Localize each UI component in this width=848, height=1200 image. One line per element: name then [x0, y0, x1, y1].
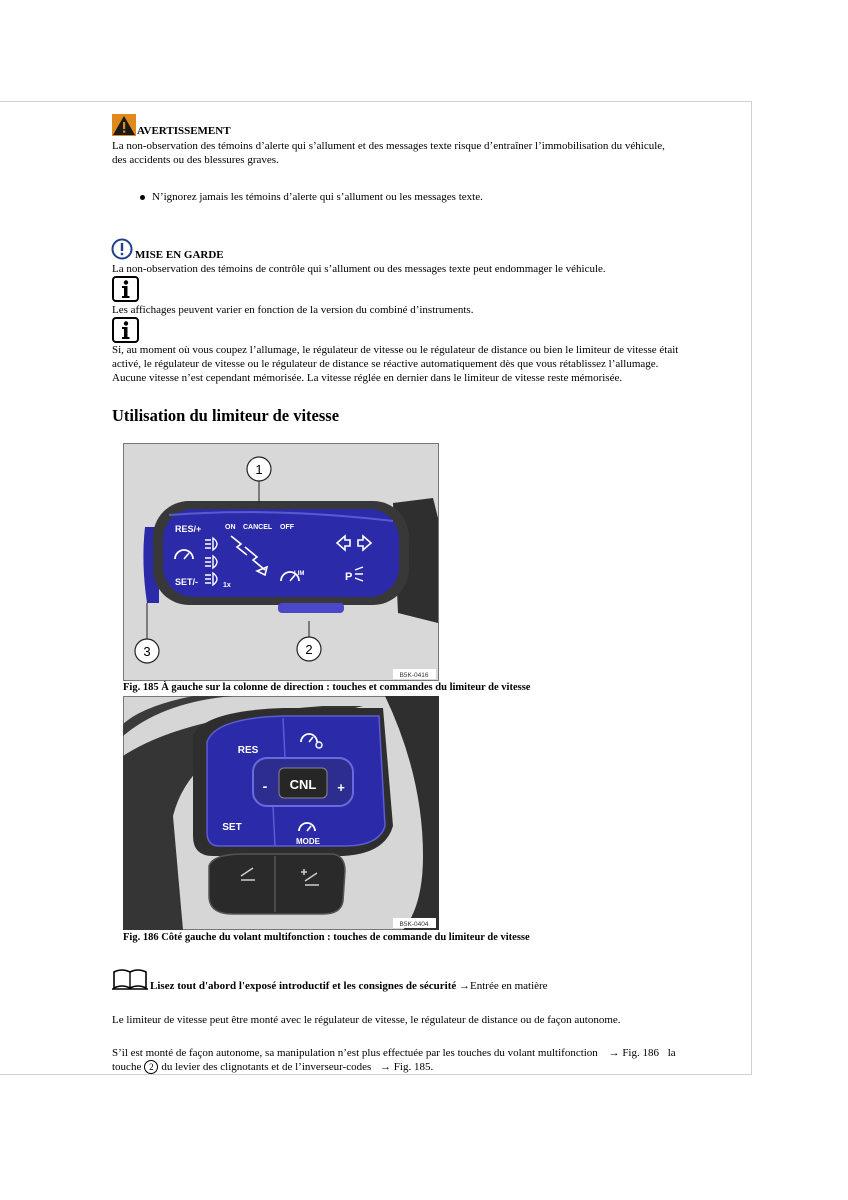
fig-186-link[interactable]: → Fig. 186	[608, 1047, 659, 1059]
info-text-1: Les affichages peuvent varier en fonction de la version du combiné d’instruments.	[112, 304, 474, 316]
callout-1	[247, 457, 271, 481]
parking-light-label: P	[345, 571, 353, 583]
paragraph-2-text: du levier des clignotants et de l’inverseur-codes	[161, 1061, 372, 1073]
figure-185-lever-illustration	[123, 443, 439, 681]
section-title: Utilisation du limiteur de vitesse	[112, 406, 340, 425]
read-first-line	[150, 979, 548, 994]
warning-title: AVERTISSEMENT	[137, 125, 231, 137]
info-icon	[112, 276, 139, 302]
lever-label-off: OFF	[280, 524, 294, 531]
callout-3	[135, 639, 159, 663]
figure-186-caption: Fig. 186 Côté gauche du volant multifonction : touches de commande du limiteur de vitesse	[123, 932, 530, 943]
paragraph-2-line-2	[112, 1060, 433, 1075]
figure-code: B5K-0404	[399, 921, 429, 928]
paragraph-2-text: touche	[112, 1061, 142, 1073]
info-icon	[112, 317, 139, 343]
svg-text:3: 3	[143, 644, 151, 659]
caution-exclamation-icon	[111, 238, 133, 260]
lever-label-lim: LIM	[294, 571, 305, 577]
warning-text-line-1: La non-observation des témoins d’alerte qui s’allument et des messages texte risque d’entraîner l’immobilisation du véhicule,	[112, 140, 665, 152]
plus-button-label: +	[337, 780, 345, 795]
caution-text: La non-observation des témoins de contrôle qui s’allument ou des messages texte peut endommager le véhicule.	[112, 263, 606, 275]
caution-title: MISE EN GARDE	[135, 249, 224, 261]
page-frame-top	[0, 101, 751, 102]
lever-label-set: SET/-	[175, 577, 199, 587]
figure-185-caption: Fig. 185 À gauche sur la colonne de direction : touches et commandes du limiteur de vitesse	[123, 682, 531, 693]
paragraph-2-line-1	[112, 1046, 676, 1061]
svg-text:1: 1	[255, 462, 263, 477]
minus-button-label: -	[262, 778, 268, 794]
lever-label-on: ON	[225, 524, 236, 531]
book-icon	[112, 968, 148, 990]
info-text-2-line-2: activé, le régulateur de vitesse ou le régulateur de distance se réactive automatiquement dès que vous rétablissez l’allumage.	[112, 358, 659, 370]
intro-link[interactable]: →Entrée en matière	[459, 980, 548, 992]
lever-label-1x: 1x	[223, 582, 231, 589]
lever-label-cancel: CANCEL	[243, 524, 273, 531]
figure-code: B5K-0416	[399, 672, 429, 679]
warning-text-line-2: des accidents ou des blessures graves.	[112, 154, 279, 166]
info-text-2-line-3: Aucune vitesse n’est cependant mémorisée. La vitesse réglée en dernier dans le limiteur de vitesse reste mémorisée.	[112, 372, 623, 384]
info-text-2-line-1: Si, au moment où vous coupez l’allumage, le régulateur de vitesse ou le régulateur de distance ou bien le limiteur de vitesse était	[112, 344, 679, 356]
set-button-label: SET	[222, 822, 242, 833]
cnl-button-label: CNL	[289, 777, 317, 792]
fig-185-link[interactable]: → Fig. 185	[380, 1061, 431, 1073]
read-first-bold: Lisez tout d'abord l'exposé introductif et les consignes de sécurité	[150, 980, 457, 992]
warning-triangle-icon	[112, 114, 136, 136]
paragraph-2-text: S’il est monté de façon autonome, sa manipulation n’est plus effectuée par les touches du volant multifonction	[112, 1047, 598, 1059]
page-frame-right	[751, 101, 752, 1075]
paragraph-2-text: la	[667, 1047, 676, 1059]
warning-bullet-text: N’ignorez jamais les témoins d’alerte qui s’allument ou les messages texte.	[152, 191, 483, 203]
bullet-icon	[140, 195, 145, 200]
circled-number-2: 2	[144, 1060, 158, 1074]
mode-button-label: MODE	[296, 837, 320, 846]
lever-label-res: RES/+	[175, 524, 202, 534]
res-button-label: RES	[237, 745, 259, 756]
paragraph-2-end: .	[430, 1061, 434, 1073]
callout-2	[297, 637, 321, 661]
figure-186-steering-wheel-illustration	[123, 696, 439, 930]
svg-text:2: 2	[305, 642, 313, 657]
paragraph-1: Le limiteur de vitesse peut être monté avec le régulateur de vitesse, le régulateur de distance ou de façon autonome.	[112, 1014, 621, 1026]
